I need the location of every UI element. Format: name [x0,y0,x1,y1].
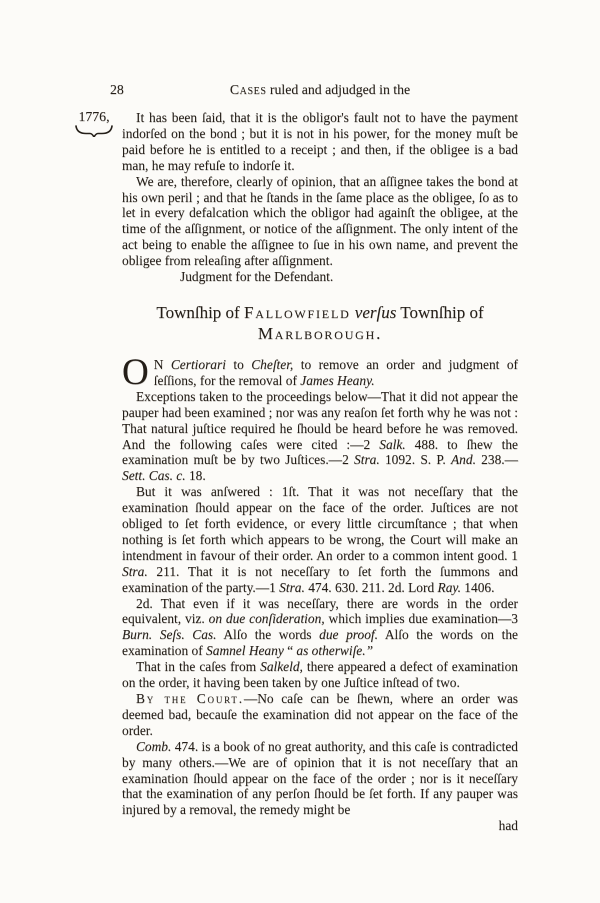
exceptions-paragraph: Exceptions taken to the proceedings below—That it did not appear the pauper had been examined ; nor was any reaſon ſet forth why he was not : That natural juſtice required he ſhould be heard before he was removed. And the following caſes were cited :—2 Salk. 488. to ſhew the examination muſt be by two Juſtices.—2 Stra. 1092. S. P. And. 238.— Sett. Cas. c. 18. [122,388,519,484]
prior-case-para-1: It has been ſaid, that it is the obligor's fault not to have the payment indorſed on the bond ; but it is not in his power, for the money muſt be paid before he is entitled to a receipt ; and then, if the obligee is a bad man, he may refuſe to indorſe it. [122,110,518,173]
judgment-line: Judgment for the Defendant. [180,269,334,285]
margin-year-note [70,109,118,140]
opening-text: N Certiorari to Cheſter, to remove an order and judgment of ſeſſions, for the removal of James Heany. [153,356,518,388]
court-holding-paragraph: By the Court.—No caſe can be ſhewn, where an order was deemed bad, becauſe the examination did not appear on the face of the order. [122,691,518,738]
year-label: 1776, [78,109,110,124]
case-title: Townſhip of Fallowfield verſus Townſhip of Marlborough. [156,302,484,344]
running-title: Cases ruled and adjudged in the [229,82,411,97]
page-number: 28 [110,82,124,97]
second-point-paragraph: 2d. That even if it was neceſſary, there are words in the order equivalent, viz. on due conſideration, which implies due examination—3 Burn. Seſs. Cas. Alſo the words due proof. Alſo the words on the examination of Samnel Heany “ as otherwiſe.” [122,595,519,659]
opening-paragraph [122,351,518,393]
answer-paragraph: But it was anſwered : 1ſt. That it was not neceſſary that the examination ſhould appear on the face of the order. Juſtices are not obliged to ſet forth evidence, or every little circumſtance ; that when nothing is ſet forth which appears to be wrong, the Court will make an intendment in favour of their order. An order to a common intent good. 1 Stra. 211. That it is not neceſſary to ſet forth the ſummons and examination of the party.—1 Stra. 474. 630. 211. 2d. Lord Ray. 1406. [122,484,518,595]
underbrace-icon [70,125,118,140]
comb-paragraph: Comb. 474. is a book of no great authority, and this caſe is contradicted by many others.—We are of opinion that it is not neceſſary that an examination ſhould appear on the face of the order ; nor is it neceſſary that the examination of any perſon ſhould be ſet forth. If any pauper was injured by a removal, the remedy might be [122,738,518,818]
catchword: had [498,818,518,834]
salkeld-paragraph: That in the caſes from Salkeld, there appeared a defect of examination on the order, it having been taken by one Juſtice inſtead of two. [122,659,518,691]
drop-cap-letter: O [122,351,149,393]
case-body [122,110,518,834]
prior-case-para-2: We are, therefore, clearly of opinion, that an aſſignee takes the bond at his own peril ; and that he ſtands in the ſame place as the obligee, ſo as to let in every defalcation which the obligor had againſt the obligee, at the time of the aſſignment, or notice of the aſſignment. The only intent of the act being to enable the aſſignee to ſue in his own name, and prevent the obligee from releaſing after aſſignment. [122,173,518,269]
